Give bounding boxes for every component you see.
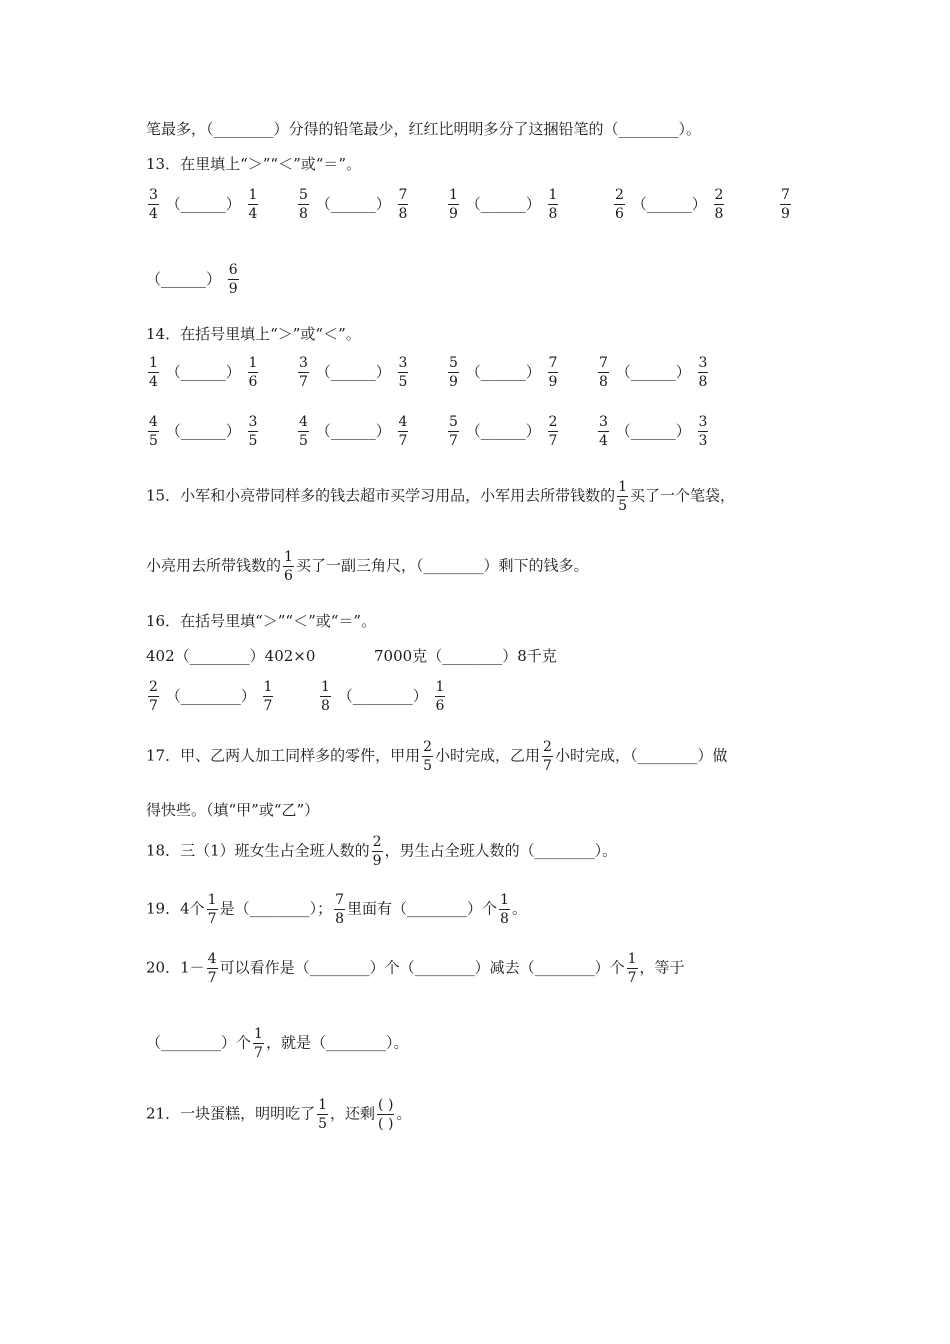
- answer-blank[interactable]: （______）: [315, 421, 391, 440]
- answer-blank[interactable]: （______）: [615, 362, 691, 381]
- q14-item: [296, 356, 410, 389]
- fraction: $\frac{2}{7}$: [149, 679, 158, 714]
- q13-item: [146, 188, 260, 221]
- fraction: $\frac{3}{4}$: [149, 187, 158, 222]
- fraction: $\frac{4}{5}$: [149, 414, 158, 449]
- answer-blank[interactable]: （______）: [615, 421, 691, 440]
- q14-title: 14．在括号里填上“＞”或“＜”。: [146, 325, 361, 343]
- fraction: $\frac{1}{8}$: [500, 892, 509, 927]
- fraction: $\frac{7}{8}$: [335, 892, 344, 927]
- q14-item: [146, 415, 260, 448]
- q14-item: [146, 356, 260, 389]
- answer-blank[interactable]: （______）: [165, 421, 241, 440]
- q13-item: [612, 188, 726, 221]
- q21-line: 21．一块蛋糕，明明吃了 $\frac{1}{5}$ ，还剩 $\frac{( )}{( )}$ 。: [146, 1097, 412, 1132]
- q14-item: [596, 356, 710, 389]
- fraction: $\frac{1}{8}$: [321, 679, 330, 714]
- fraction: $\frac{5}{9}$: [449, 355, 458, 390]
- fraction: $\frac{1}{5}$: [618, 479, 628, 514]
- fraction: $\frac{7}{9}$: [548, 355, 558, 390]
- q14-item: [296, 415, 410, 448]
- fraction: $\frac{4}{7}$: [207, 951, 217, 986]
- q16-item: [146, 680, 275, 713]
- answer-blank[interactable]: （______）: [146, 269, 222, 288]
- q13-item: [296, 188, 410, 221]
- answer-blank[interactable]: （______）: [315, 194, 391, 213]
- fraction: $\frac{1}{6}$: [435, 679, 445, 714]
- fraction: $\frac{3}{8}$: [698, 355, 708, 390]
- fraction: $\frac{6}{9}$: [228, 262, 238, 297]
- fraction: $\frac{2}{9}$: [372, 834, 382, 869]
- q16-title: 16．在括号里填“＞”“＜”或“＝”。: [146, 612, 377, 630]
- answer-blank[interactable]: （______）: [465, 421, 541, 440]
- q15-line2: 小亮用去所带钱数的 $\frac{1}{6}$ 买了一副三角尺，（________）剩下的钱多。: [146, 549, 589, 584]
- fraction: $\frac{1}{6}$: [284, 549, 293, 584]
- fraction: $\frac{1}{7}$: [207, 892, 217, 927]
- fraction-blank[interactable]: $\frac{( )}{( )}$: [378, 1097, 394, 1132]
- q12-continuation: 笔最多，（________）分得的铅笔最少，红红比明明多分了这捆铅笔的（________）。: [146, 120, 702, 138]
- fraction: $\frac{7}{8}$: [398, 187, 408, 222]
- fraction: $\frac{2}{5}$: [423, 739, 433, 774]
- q19-line: 19．4个 $\frac{1}{7}$ 是（________）； $\frac{7}{8}$ 里面有（________）个 $\frac{1}{8}$ 。: [146, 892, 527, 927]
- q20-line1: 20．1－ $\frac{4}{7}$ 可以看作是（________）个（________）减去（________）个 $\frac{1}{7}$ ，等于: [146, 951, 685, 986]
- fraction: $\frac{1}{4}$: [248, 187, 258, 222]
- q14-item: [446, 356, 560, 389]
- fraction: $\frac{7}{9}$: [781, 187, 790, 222]
- fraction: $\frac{2}{7}$: [548, 414, 558, 449]
- q14-item: [596, 415, 710, 448]
- answer-blank[interactable]: （______）: [165, 362, 241, 381]
- q13-item-start: [778, 188, 793, 221]
- fraction: $\frac{3}{5}$: [398, 355, 408, 390]
- fraction: $\frac{4}{7}$: [398, 414, 408, 449]
- answer-blank[interactable]: （________）: [427, 647, 518, 665]
- fraction: $\frac{1}{4}$: [149, 355, 158, 390]
- fraction: $\frac{5}{8}$: [299, 187, 308, 222]
- fraction: $\frac{1}{7}$: [263, 679, 273, 714]
- q17-line1: 17．甲、乙两人加工同样多的零件，甲用 $\frac{2}{5}$ 小时完成，乙用 $\frac{2}{7}$ 小时完成，（________）做: [146, 739, 728, 774]
- q14-item: [446, 415, 560, 448]
- fraction: $\frac{1}{5}$: [318, 1097, 328, 1132]
- answer-blank[interactable]: （________）: [165, 686, 256, 705]
- fraction: $\frac{5}{7}$: [449, 414, 458, 449]
- answer-blank[interactable]: （______）: [315, 362, 391, 381]
- q13-item: [446, 188, 560, 221]
- q17-line2: 得快些。（填“甲”或“乙”）: [146, 801, 320, 819]
- fraction: $\frac{2}{7}$: [543, 739, 552, 774]
- fraction: $\frac{3}{4}$: [599, 414, 608, 449]
- fraction: $\frac{1}{9}$: [449, 187, 458, 222]
- q18-line: 18．三（1）班女生占全班人数的 $\frac{2}{9}$ ，男生占全班人数的（________）。: [146, 834, 618, 869]
- fraction: $\frac{1}{6}$: [248, 355, 258, 390]
- q16-item: 402（________）402×0: [146, 647, 316, 665]
- answer-blank[interactable]: （________）: [337, 686, 428, 705]
- answer-blank[interactable]: （______）: [465, 194, 541, 213]
- q16-item: 7000克（________）8千克: [374, 647, 557, 665]
- fraction: $\frac{4}{5}$: [299, 414, 308, 449]
- q13-title: 13．在里填上“＞”“＜”或“＝”。: [146, 155, 362, 173]
- fraction: $\frac{3}{7}$: [299, 355, 308, 390]
- q20-line2: （________）个 $\frac{1}{7}$ ，就是（________）。: [146, 1026, 409, 1061]
- answer-blank[interactable]: （______）: [631, 194, 707, 213]
- fraction: $\frac{2}{6}$: [615, 187, 624, 222]
- q16-item: [318, 680, 447, 713]
- fraction: $\frac{2}{8}$: [714, 187, 724, 222]
- fraction: $\frac{1}{8}$: [548, 187, 558, 222]
- fraction: $\frac{1}{7}$: [627, 951, 637, 986]
- fraction: $\frac{3}{3}$: [698, 414, 708, 449]
- fraction: $\frac{7}{8}$: [599, 355, 608, 390]
- answer-blank[interactable]: （______）: [165, 194, 241, 213]
- fraction: $\frac{3}{5}$: [248, 414, 258, 449]
- q15-line1: 15．小军和小亮带同样多的钱去超市买学习用品，小军用去所带钱数的 $\frac{1}{5}$ 买了一个笔袋，: [146, 479, 736, 514]
- fraction: $\frac{1}{7}$: [254, 1026, 263, 1061]
- answer-blank[interactable]: （______）: [465, 362, 541, 381]
- answer-blank[interactable]: （________）: [174, 647, 265, 665]
- q13-item-end: [146, 263, 241, 296]
